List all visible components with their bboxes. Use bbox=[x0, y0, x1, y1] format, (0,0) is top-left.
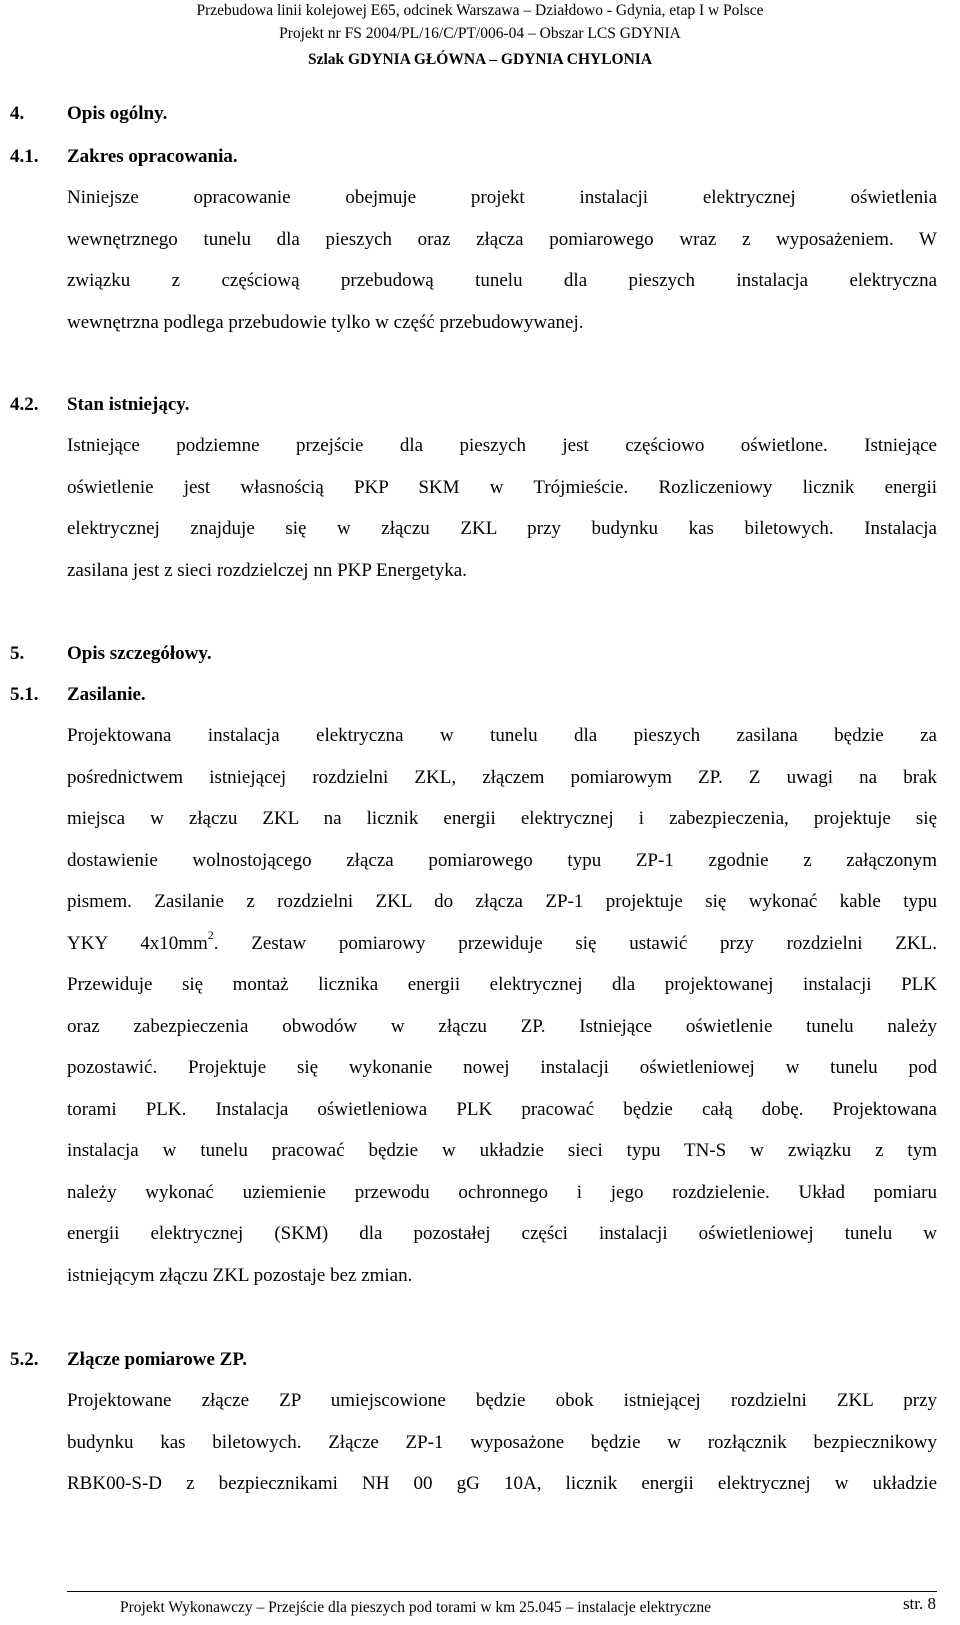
paragraph-line: RBK00-S-D z bezpiecznikami NH 00 gG 10A, licznik energii elektrycznej w układzie bbox=[67, 1473, 937, 1494]
paragraph-line: budynku kas biletowych. Złącze ZP-1 wyposażone będzie w rozłącznik bezpiecznikowy bbox=[67, 1431, 937, 1453]
header-route: Szlak GDYNIA GŁÓWNA – GDYNIA CHYLONIA bbox=[307, 51, 653, 68]
heading-section-5 bbox=[10, 642, 212, 666]
paragraph-line: instalacja w tunelu pracować będzie w układzie sieci typu TN-S w związku z tym bbox=[67, 1140, 937, 1161]
paragraph-line: istniejącym złączu ZKL pozostaje bez zmian. bbox=[67, 1264, 413, 1286]
paragraph-line: oraz zabezpieczenia obwodów w złączu ZP. Istniejące oświetlenie tunelu należy bbox=[67, 1015, 937, 1037]
paragraph-line: zasilana jest z sieci rozdzielczej nn PKP Energetyka. bbox=[67, 559, 467, 581]
paragraph-scope bbox=[67, 177, 937, 343]
paragraph-line: wewnętrzna podlega przebudowie tylko w część przebudowywanej. bbox=[67, 311, 584, 333]
paragraph-line-with-superscript bbox=[67, 923, 937, 965]
paragraph-line: związku z częściową przebudową tunelu dla pieszych instalacja elektryczna bbox=[67, 270, 937, 291]
line-continuation: . Zestaw pomiarowy przewiduje się ustawić przy rozdzielni ZKL. bbox=[213, 932, 937, 954]
page-number: str. 8 bbox=[902, 1594, 936, 1613]
heading-title: Opis szczegółowy. bbox=[67, 643, 212, 664]
paragraph-existing-state bbox=[67, 425, 937, 591]
heading-number: 4.2. bbox=[10, 394, 39, 415]
paragraph-line: Niniejsze opracowanie obejmuje projekt instalacji elektrycznej oświetlenia bbox=[67, 187, 937, 208]
heading-section-4 bbox=[10, 102, 167, 126]
paragraph-line: elektrycznej znajduje się w złączu ZKL przy budynku kas biletowych. Instalacja bbox=[67, 518, 937, 539]
paragraph-line: Projektowane złącze ZP umiejscowione będzie obok istniejącej rozdzielni ZKL przy bbox=[67, 1390, 937, 1411]
footer-text: Projekt Wykonawczy – Przejście dla pieszych pod torami w km 25.045 – instalacje elektryczne bbox=[120, 1599, 712, 1616]
footer-divider bbox=[67, 1591, 937, 1592]
paragraph-line: oświetlenie jest własnością PKP SKM w Trójmieście. Rozliczeniowy licznik energii bbox=[67, 476, 937, 498]
paragraph-line: miejsca w złączu ZKL na licznik energii elektrycznej i zabezpieczenia, projektuje się bbox=[67, 808, 937, 829]
heading-number: 5.1. bbox=[10, 684, 39, 705]
heading-number: 4. bbox=[10, 103, 25, 124]
paragraph-line: pośrednictwem istniejącej rozdzielni ZKL, złączem pomiarowym ZP. Z uwagi na brak bbox=[67, 766, 937, 788]
heading-number: 5. bbox=[10, 643, 25, 664]
paragraph-power-supply bbox=[67, 715, 937, 1296]
heading-section-4-2 bbox=[10, 393, 189, 417]
paragraph-line: dostawienie wolnostojącego złącza pomiarowego typu ZP-1 zgodnie z załączonym bbox=[67, 849, 937, 871]
paragraph-line: należy wykonać uziemienie przewodu ochronnego i jego rozdzielenie. Układ pomiaru bbox=[67, 1181, 937, 1203]
heading-section-5-2 bbox=[10, 1348, 247, 1372]
cable-type-text: YKY 4x10mm bbox=[67, 932, 208, 954]
paragraph-line: energii elektrycznej (SKM) dla pozostałej części instalacji oświetleniowej tunelu w bbox=[67, 1223, 937, 1244]
paragraph-line: Przewiduje się montaż licznika energii elektrycznej dla projektowanej instalacji PLK bbox=[67, 974, 937, 995]
header-project-number: Projekt nr FS 2004/PL/16/C/PT/006-04 – Obszar LCS GDYNIA bbox=[279, 25, 681, 42]
heading-title: Zakres opracowania. bbox=[67, 146, 238, 167]
paragraph-line: Istniejące podziemne przejście dla pieszych jest częściowo oświetlone. Istniejące bbox=[67, 435, 937, 456]
heading-section-5-1 bbox=[10, 683, 146, 707]
paragraph-line: wewnętrznego tunelu dla pieszych oraz złącza pomiarowego wraz z wyposażeniem. W bbox=[67, 228, 937, 250]
paragraph-line: Projektowana instalacja elektryczna w tunelu dla pieszych zasilana będzie za bbox=[67, 725, 937, 746]
heading-title: Stan istniejący. bbox=[67, 394, 190, 415]
paragraph-line: torami PLK. Instalacja oświetleniowa PLK pracować będzie całą dobę. Projektowana bbox=[67, 1098, 937, 1120]
heading-title: Złącze pomiarowe ZP. bbox=[67, 1349, 247, 1370]
superscript-squared: 2 bbox=[207, 928, 214, 943]
heading-number: 4.1. bbox=[10, 146, 39, 167]
header-project-title: Przebudowa linii kolejowej E65, odcinek Warszawa – Działdowo - Gdynia, etap I w Polsce bbox=[196, 2, 764, 19]
heading-title: Zasilanie. bbox=[67, 684, 146, 705]
heading-section-4-1 bbox=[10, 145, 238, 169]
heading-title: Opis ogólny. bbox=[67, 103, 168, 124]
paragraph-line: pozostawić. Projektuje się wykonanie nowej instalacji oświetleniowej w tunelu pod bbox=[67, 1057, 937, 1078]
paragraph-metering-connector bbox=[67, 1380, 937, 1505]
heading-number: 5.2. bbox=[10, 1349, 39, 1370]
paragraph-line: pismem. Zasilanie z rozdzielni ZKL do złącza ZP-1 projektuje się wykonać kable typu bbox=[67, 891, 937, 912]
